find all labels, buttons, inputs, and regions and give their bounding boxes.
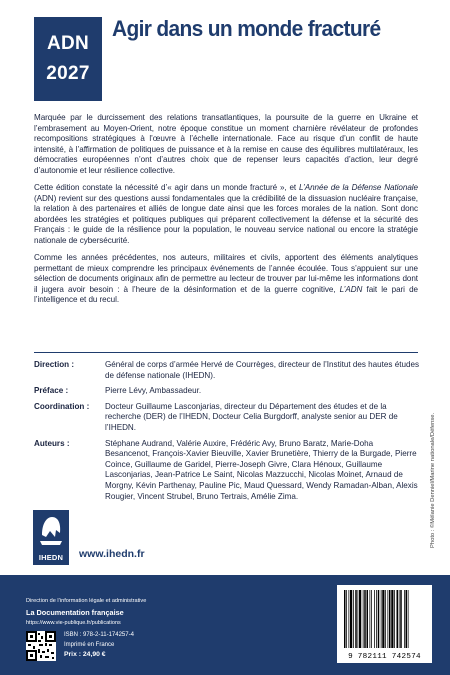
helmet-emblem-icon [36, 513, 66, 549]
summary-text [34, 113, 418, 313]
paragraph-3-book-title: L’ADN [339, 284, 363, 294]
credits-list [34, 360, 420, 507]
printed-in: Imprimé en France [64, 641, 115, 648]
adn-badge [34, 17, 102, 101]
credit-label: Préface : [34, 386, 69, 396]
paragraph-2-book-title: L’Année de la Défense Nationale [298, 183, 418, 192]
divider-top [34, 352, 418, 353]
paragraph-2-part-2: (ADN) revient sur des questions aussi fondamentales que la crédibilité de la dissuasion nucléaire française, la relation à des partenaires et alliés de longue date ainsi que les forces morales de la nation. Sont donc abordées les stratégies et politiques publiques qui préparent collectivement la défense et la sécurité des Français : le guide de la résilience pour la population, le nouveau service national ou encore la stratégie nationale de cybersécurité. [34, 193, 418, 245]
credit-auteurs [34, 439, 420, 503]
logo-label: IHEDN [38, 553, 64, 562]
summary-paragraph-1: Marquée par le durcissement des relations transatlantiques, la poursuite de la guerre en Ukraine et l’embrasement au Moyen-Orient, notre époque constitue un moment charnière révélateur de profondes recompositions stratégiques à l’œuvre à l’échelle internationale. Face au risque d’un conflit de haute intensité, à l’affirmation de politiques de puissance et à la remise en cause des équilibres multilatéraux, les démocraties européennes n’ont d’autres choix que de repenser leurs capacités d’action, leur degré d’autonomie et leur résilience collective. [34, 113, 418, 175]
barcode-number: 9 782111 742574 [348, 653, 421, 661]
publisher-line-1: Direction de l’information légale et administrative [26, 598, 147, 604]
credit-label: Coordination : [34, 401, 90, 411]
price: Prix : 24,90 € [64, 651, 106, 658]
barcode-bars-icon [344, 590, 425, 648]
paragraph-3-part-1: Comme les années précédentes, nos auteurs, militaires et civils, apportent des éléments analytiques permettant de mieux comprendre les principaux événements de l’année écoulée. Tous s’appuient sur une sélection de documents originaux afin de permettre au lecteur de trouver par lui-même les informations dont il jugera avoir besoin : à l’heure de la désinformation et de la guerre cognitive, [34, 253, 418, 294]
credit-value: Général de corps d’armée Hervé de Courrèges, directeur de l’Institut des hautes études de défense nationale (IHEDN). [105, 360, 420, 380]
badge-adn: ADN [46, 33, 90, 54]
summary-paragraph-2 [34, 183, 418, 246]
isbn: ISBN : 978-2-11-174257-4 [64, 632, 134, 638]
publisher-name: La Documentation française [26, 608, 124, 617]
credit-preface [34, 386, 420, 397]
qr-code-icon[interactable] [26, 631, 56, 661]
credit-value: Pierre Lévy, Ambassadeur. [105, 386, 202, 396]
publisher-url[interactable]: https://www.vie-publique.fr/publications [26, 620, 121, 626]
credit-label: Auteurs : [34, 438, 70, 448]
ihedn-logo [33, 510, 69, 565]
barcode [337, 585, 432, 663]
credit-label: Direction : [34, 360, 75, 369]
paragraph-3-part-2: fait le pari de l’intelligence et du recul. [34, 284, 418, 304]
website-link[interactable]: www.ihedn.fr [79, 548, 145, 560]
page-title: Agir dans un monde fracturé [112, 16, 381, 41]
book-info [64, 631, 134, 660]
credit-value: Docteur Guillaume Lasconjarias, directeur du Département des études et de la recherche (DER) de l’IHEDN, Docteur Celia Burgdorff, analyste senior au DER de l’IHEDN. [105, 401, 398, 432]
credit-coordination [34, 402, 420, 434]
photo-credit: Photo : ©Mélanie Denniel/Marine nationale/Défense. [430, 412, 436, 548]
badge-year: 2027 [46, 63, 90, 84]
summary-paragraph-3 [34, 253, 418, 306]
paragraph-2-part-1: Cette édition constate la nécessité d’« agir dans un monde fracturé », et [34, 183, 299, 192]
credit-value: Stéphane Audrand, Valérie Auxire, Frédéric Avy, Bruno Baratz, Marie-Doha Besancenot, François-Xavier Bieuville, Xavier Brunetière, Thierry de la Burgade, Pierre Coince, Guillaume de Garidel, Pierre-Joseph Givre, Clara Hénoux, Guillaume Lasconjarias, Jean-Patrice Le Saint, Nicolas Mazzucchi, Nicolas Moinet, Arnaud de Morgny, Kévin Parthenay, Pauline Pic, Maud Quessard, Wendy Ramadan-Alban, Alexis Rougier, Vincent Strubel, Bruno Tertrais, Amélie Zima. [105, 438, 418, 501]
credit-direction [34, 360, 420, 381]
